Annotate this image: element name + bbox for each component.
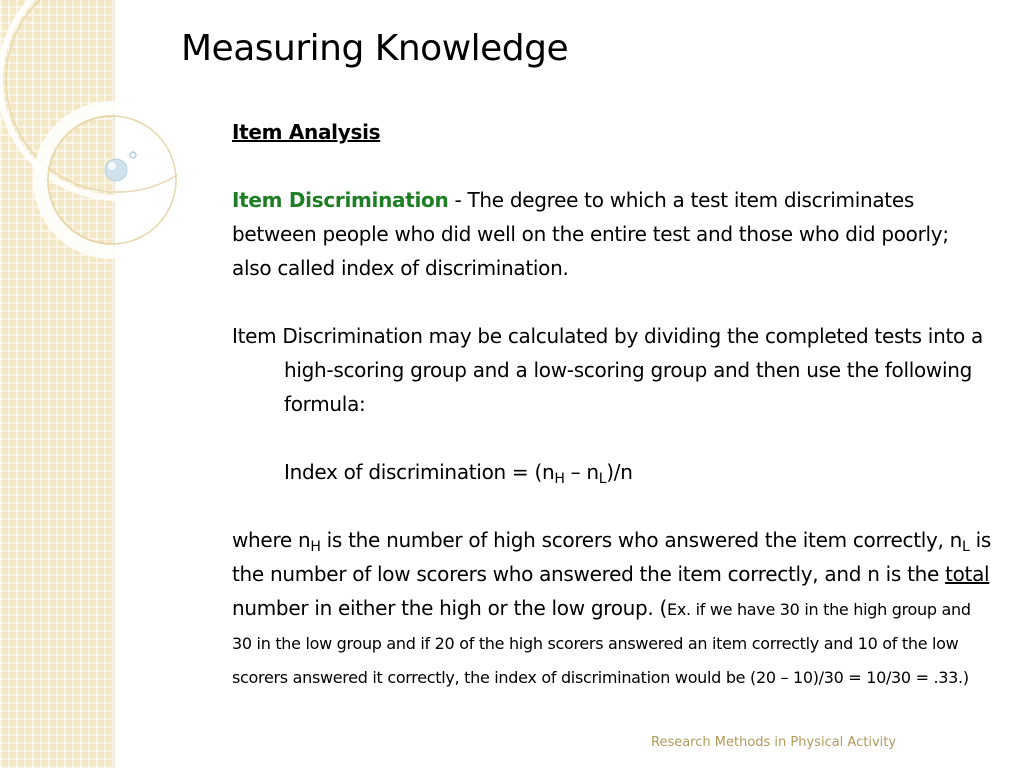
decorative-circles-icon <box>0 0 180 280</box>
slide-title: Measuring Knowledge <box>181 28 569 69</box>
definition-dash: - <box>448 188 468 212</box>
formula <box>232 455 992 489</box>
definition-text: The degree to which a test item discriminates between people who did well on the entire test and those who did poorly; also called index of discrimination. <box>232 188 949 280</box>
formula-minus: – n <box>564 460 599 484</box>
slide-body <box>232 115 992 693</box>
where-sub-l: L <box>962 539 970 555</box>
slide-footer: Research Methods in Physical Activity <box>651 735 897 750</box>
definition-term: Item Discrimination <box>232 188 449 212</box>
formula-prefix: Index of discrimination = (n <box>284 460 555 484</box>
formula-sub-l: L <box>598 471 607 487</box>
section-heading: Item Analysis <box>232 120 381 144</box>
where-sub-h: H <box>310 539 321 555</box>
where-part-3: is the number of low scorers who answered the item correctly, and n is the <box>232 528 991 586</box>
formula-sub-h: H <box>554 471 565 487</box>
formula-suffix: )/n <box>606 460 633 484</box>
definition-paragraph <box>232 183 992 285</box>
where-part-1: where n <box>232 528 311 552</box>
where-paragraph <box>232 523 992 693</box>
where-total: total <box>945 562 990 586</box>
where-part-2: is the number of high scorers who answered the item correctly, n <box>320 528 963 552</box>
example-text: Ex. if we have 30 in the high group and 30 in the low group and if 20 of the high scorers answered an item correctly and 10 of the low scorers answered it correctly, the index of discrimination would be (20 – 10)/30 = 10/30 = .33.) <box>232 600 971 687</box>
method-paragraph: Item Discrimination may be calculated by dividing the completed tests into a high-scoring group and a low-scoring group and then use the following formula: <box>232 324 983 416</box>
where-part-4: number in either the high or the low group. ( <box>232 596 668 620</box>
